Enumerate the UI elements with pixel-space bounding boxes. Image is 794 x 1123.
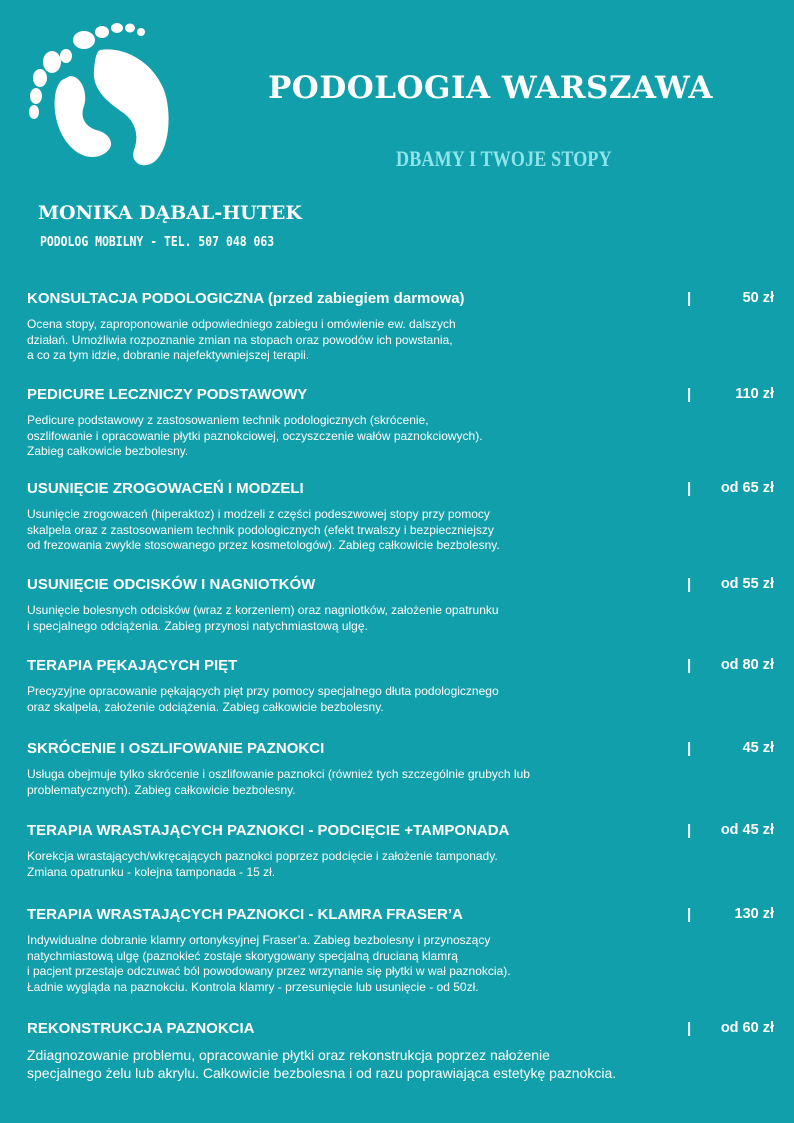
service-price: od 60 zł bbox=[720, 1020, 774, 1036]
price-separator: | bbox=[687, 740, 692, 757]
service-name: TERAPIA WRASTAJĄCYCH PAZNOKCI - KLAMRA FRASER’A bbox=[27, 906, 463, 923]
service-price: od 55 zł bbox=[720, 576, 774, 592]
service-item bbox=[27, 386, 784, 460]
service-description: Usługa obejmuje tylko skrócenie i oszlifowanie paznokci (również tych szczególnie grubych lub problematycznych). Zabieg całkowicie bezbolesny. bbox=[27, 767, 530, 797]
service-description: Usunięcie bolesnych odcisków (wraz z korzeniem) oraz nagniotków, założenie opatrunku i specjalnego odciążenia. Zabieg przynosi natychmiastową ulgę. bbox=[27, 603, 499, 633]
service-item bbox=[27, 290, 784, 364]
service-description: Indywidualne dobranie klamry ortonyksyjnej Fraser’a. Zabieg bezbolesny i przynoszący natychmiastową ulgę (paznokieć zostaje skorygowany specjalną drucianą klamrą i pacjent przestaje odczuwać ból powodowany przez wrzynanie się płytki w wał paznokcia). Ładnie wygląda na paznokciu. Kontrola klamry - przesunięcie lub usunięcie - od 50zł. bbox=[27, 933, 511, 994]
service-name: USUNIĘCIE ODCISKÓW I NAGNIOTKÓW bbox=[27, 576, 316, 593]
service-description: Ocena stopy, zaproponowanie odpowiedniego zabiegu i omówienie ew. dalszych działań. Umożliwia rozpoznanie zmian na stopach oraz powodów ich powstania, a co za tym idzie, dobranie najefektywniejszej terapii. bbox=[27, 317, 456, 362]
service-description: Korekcja wrastających/wkręcających paznokci poprzez podcięcie i założenie tamponady. Zmiana opatrunku - kolejna tamponada - 15 zł. bbox=[27, 849, 498, 879]
service-price: 45 zł bbox=[742, 740, 774, 756]
price-separator: | bbox=[687, 576, 692, 593]
service-price: od 45 zł bbox=[720, 822, 774, 838]
service-item bbox=[27, 740, 784, 798]
service-description: Zdiagnozowanie problemu, opracowanie płytki oraz rekonstrukcja poprzez nałożenie specjalnego żelu lub akrylu. Całkowicie bezbolesna i od razu poprawiająca estetykę paznokcia. bbox=[27, 1047, 617, 1081]
service-item bbox=[27, 480, 784, 554]
service-description: Pedicure podstawowy z zastosowaniem technik podologicznych (skrócenie, oszlifowanie i opracowanie płytki paznokciowej, oczyszczenie wałów paznokciowych). Zabieg całkowicie bezbolesny. bbox=[27, 413, 483, 458]
tagline: DBAMY I TWOJE STOPY bbox=[396, 146, 612, 171]
price-separator: | bbox=[687, 822, 692, 839]
service-item bbox=[27, 1020, 784, 1082]
service-description: Usunięcie zrogowaceń (hiperaktoz) i modzeli z części podeszwowej stopy przy pomocy skalpela oraz z zastosowaniem technik podologicznych (efekt trwalszy i bezpieczniejszy od frezowania zwykle stosowanego przez kosmetologów). Zabieg całkowicie bezbolesny. bbox=[27, 507, 500, 552]
service-item bbox=[27, 576, 784, 634]
service-price: 50 zł bbox=[742, 290, 774, 306]
service-item bbox=[27, 906, 784, 995]
brand-title: PODOLOGIA WARSZAWA bbox=[268, 70, 713, 106]
service-name: REKONSTRUKCJA PAZNOKCIA bbox=[27, 1020, 255, 1037]
service-name: PEDICURE LECZNICZY PODSTAWOWY bbox=[27, 386, 308, 403]
service-name: KONSULTACJA PODOLOGICZNA (przed zabiegiem darmowa) bbox=[27, 290, 465, 307]
service-description: Precyzyjne opracowanie pękających pięt przy pomocy specjalnego dłuta podologicznego oraz skalpela, założenie odciążenia. Zabieg całkowicie bezbolesny. bbox=[27, 684, 499, 714]
price-separator: | bbox=[687, 386, 692, 403]
service-price: 110 zł bbox=[735, 386, 774, 402]
service-item bbox=[27, 822, 784, 880]
service-name: SKRÓCENIE I OSZLIFOWANIE PAZNOKCI bbox=[27, 740, 325, 757]
price-separator: | bbox=[687, 906, 692, 923]
service-name: TERAPIA WRASTAJĄCYCH PAZNOKCI - PODCIĘCIE +TAMPONADA bbox=[27, 822, 510, 839]
service-price: 130 zł bbox=[734, 906, 774, 922]
service-price: od 65 zł bbox=[720, 480, 774, 496]
price-separator: | bbox=[687, 1020, 692, 1037]
price-separator: | bbox=[687, 657, 692, 674]
service-item bbox=[27, 657, 784, 715]
owner-contact: PODOLOG MOBILNY - TEL. 507 048 063 bbox=[40, 235, 275, 250]
service-name: USUNIĘCIE ZROGOWACEŃ I MODZELI bbox=[27, 480, 304, 497]
service-name: TERAPIA PĘKAJĄCYCH PIĘT bbox=[27, 657, 238, 674]
price-separator: | bbox=[687, 290, 692, 307]
owner-name: MONIKA DĄBAL-HUTEK bbox=[38, 202, 302, 224]
footprints-icon bbox=[22, 20, 172, 180]
service-price: od 80 zł bbox=[720, 657, 774, 673]
price-separator: | bbox=[687, 480, 692, 497]
